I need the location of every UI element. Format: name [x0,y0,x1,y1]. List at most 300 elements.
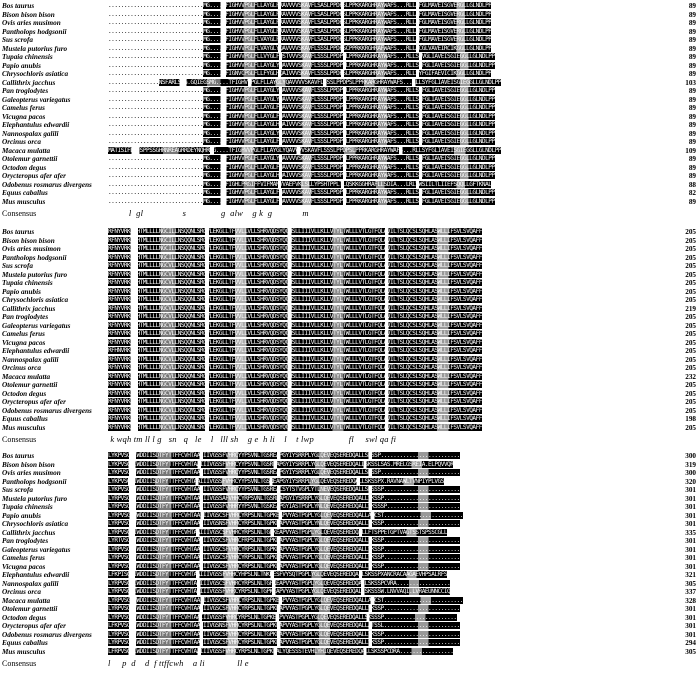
species-name: Ovis aries musimon [2,19,61,27]
residue-count: 232 [685,372,696,381]
species-name: Ovis aries musimon [2,469,61,477]
residue-count: 319 [685,460,696,469]
alignment-row [0,53,700,62]
sequence: ..............................MG....SFIGHLPRGIFFVIFMAMVVAEFVKLSLLYPSHTPPLTLQSKKGGHRAFLLSDIA...LRLVWSIILTLIIEFSQQLLGFTKNAL [108,180,492,188]
species-name: Nannospalax galili [2,129,59,138]
species-name: Galeopterus variegatus [2,545,71,554]
sequence: LYRPVSGYIWDDIISDTFYTTFFCVHTAAIIIVGSCSFVHRCYRPSLNLTGPKEAPVYASTPGPLYGLQEVEQSEREDQALLSKSSP........................ [108,639,460,646]
alignment-row [0,452,700,461]
species-name: Tupaia chinensis [2,53,53,61]
alignment-row [0,563,700,572]
consensus-sequence: l p d d f ttffcwh a li ll e [108,658,249,668]
alignment-row [0,189,700,198]
species-name: Chrysochloris asiatica [2,70,69,78]
residue-count: 301 [685,520,696,528]
species-name: Bison bison bison [2,460,55,469]
alignment-row [0,398,700,407]
residue-count: 89 [688,197,696,206]
residue-count: 205 [685,355,696,364]
sequence: ..............................MG....TFIGHVVPGLFLLAYGLFQAVVVVSKAVFLSSSLPPDPSLPPRKARGHRAYWAFS...RLLSYFGLIAVEISGIEGGLLGLNDLPP [108,104,495,111]
sequence: LYRPVSGYIWDDIISDTFYTTFFCVHTAAIIIVGSCSFVHRCYRPSLNLTGPKEAPVYASTPGPLYGLQEVEQSEREDQALLSKSSP........................ [108,630,460,638]
alignment-block-2 [0,228,700,445]
species-name: Camelus ferus [2,104,45,112]
residue-count: 301 [685,537,696,545]
species-name: Galeopterus variegatus [2,95,71,104]
consensus-sequence: l gl s g alw g k g m [108,208,309,218]
sequence: MATISIFLSFSPPSSGHRNREAGRRDEYNQHRMG....TFIGHVVPGLFLLAYGLYQAVVVVSKAVFLSSSLPPDPSLPPRKARGHRAYWAFS...RLLSYFGLIAVEISGIEGGLLGLNDLPP [108,146,501,154]
alignment-block-3 [0,452,700,669]
sequence: LYRPVSGYIWDDIISDTFYTTFFCVHTAAIIIVGSNSFVHRCYRPSLNLTGPKEAPVYASTPGPLYNLQEVEQSEREDQALLSKSSP........................ [108,520,460,527]
alignment-row [0,271,700,280]
species-name: Papio anubis [2,287,41,296]
residue-count: 205 [685,347,696,355]
species-name: Chrysochloris asiatica [2,296,69,304]
sequence: LYRPVSGYIWDDIISDTFYTTFFCVHTAAIIIVGSCSFVHRCYRPSLNLTGPKEAPVYASTPGPLYGLQEVEQSEREDQALLSKSSP........................ [108,545,460,553]
species-name: Pantholops hodgsonii [2,253,67,262]
species-name: Otolemur garnettii [2,381,58,389]
sequence: RFNYVRKVQHTMLLLLNGCVLLNSQQNLSRCVLEKGLLTFVVLLVLLSHRVQDSYQCHSLLIIIVLLKLLVTYLTWLLLVTLGTFQLAVILTSLQCSLSQHLASWLLIFSVLSVQAFF [108,423,482,431]
alignment-row [0,70,700,79]
residue-count: 205 [685,313,696,321]
sequence: LYRPVSGYIWDDIISDTFYTTFFCVHTAAIIIVGSSFVHRCYRPSLNLTGPKEAPVYASTPGPLYGLQEVEQSEREDQALLSKSSSP....................... [108,613,457,621]
species-name: Camelus ferus [2,330,45,338]
residue-count: 205 [685,236,696,245]
species-name: Elephantulus edwardii [2,347,70,355]
residue-count: 205 [685,381,696,389]
residue-count: 89 [688,10,696,19]
alignment-row [0,288,700,297]
alignment-row [0,96,700,105]
species-name: Papio anubis [2,61,41,70]
residue-count: 109 [685,146,696,155]
residue-count: 320 [685,477,696,486]
sequence: ..............................MG....TFIGHVVPGLFLLAYGLFQAVVVVSKAVFLSSSLPPDPSLPPRKARGHRAYWAFS...RLLSYFGLIAVEISGIEGGLLGLNDLPP [108,197,495,205]
alignment-row [0,622,700,631]
sequence: RFNYVRKVQHTMLLLLNGCILLNSQQNLSRCVLEKGLLTFVVLLVLLSHRVQDSYQCHSLLIIIVLLKLLVTYLTWLLLVTLGTFQLAVILTSLQCSLSQHLASWLLIFSVLSVQAFF [108,236,482,244]
consensus-label: Consensus [2,659,37,668]
species-name: Macaca mulatta [2,596,51,605]
sequence: RFNYVRKVQHTMLLLLNGCVLLNSQQNLSRCVLEKGLLTFVVLLVLLSHRVQDSYQCHSLLIIIVLLKLLVTYLTWLLLVTLGTFQLAVILTSLQCSLSQHLASWLLIFSVLSVQAFF [108,279,482,286]
alignment-row [0,305,700,314]
species-name: Octodon degus [2,613,47,622]
species-name: Macaca mulatta [2,146,51,155]
species-name: Vicugna pacos [2,112,46,121]
sequence: ..............................MG....TFIGHVVPGLFLLAYGLFRAVVVVSKAVFLSASLPPDPSLPPKKARGHRAYWAFS...RLLAFGLMAVEISGVERGLLGLNDLPP [108,27,492,35]
alignment-row [0,614,700,623]
species-name: Bison bison bison [2,10,55,19]
residue-count: 205 [685,287,696,296]
alignment-row [0,19,700,28]
residue-count: 205 [685,270,696,279]
sequence: LYRPVSGYIWDDIISDTFYTTFFCVHTAAIIIVGSCSFVHRCYRPSLNLTGPKEAPVYASTPGPLYGLQEVEQSEREDQALLSKSSP........................ [108,554,460,561]
alignment-row [0,415,700,424]
species-name: Orycteropus afer afer [2,172,66,180]
species-name: Odobenus rosmarus divergens [2,180,92,189]
species-name: Otolemur garnettii [2,605,58,613]
species-name: Pantholops hodgsonii [2,27,67,36]
sequence: RFNYVRKVQHTMLLLLNGCVLLNSQQNLSRCVLEKGLLTFVVLLVLLSHRVQDSYQCHSLLIIIVLLKLLVTYLTWLLLVTLGTFQLAVILTSLQCSLSQHLASWLLIFSVLSVQAFF [108,389,482,397]
residue-count: 300 [685,469,696,477]
residue-count: 89 [688,2,696,10]
sequence: RFNYVRKVQHTMLLLLNGCVLLNSQQNLSRCVLEKGLLTFVVLLVLLSHRVQDSYQCHSLLIIIVLLKLLVTYLTWLLLVTLGTFQLAVILTSLQCSLSQHLASWLLIFSVLSVQAFF [108,313,482,320]
species-name: Orycteropus afer afer [2,398,66,406]
alignment-row [0,347,700,356]
sequence: RFNYVRKVQHTMLLLLNGCILLNSQQNLSRCVLEKGLLTFVVLLVLLSHRVQDSYQCHSLLIIIVLLKLLVTYLTWLLLVTLGTFQLAVILTSLQCSLSQHLASWLLIFSVLSVQAFF [108,228,482,235]
species-name: Otolemur garnettii [2,155,58,163]
alignment-row [0,495,700,504]
alignment-row [0,2,700,11]
alignment-row [0,322,700,331]
residue-count: 89 [688,155,696,163]
consensus-sequence: k wqh tm ll l g sn q le l lll sh g e h li l t lwp fl swl qa fi [108,434,397,444]
alignment-row [0,469,700,478]
residue-count: 301 [685,486,696,494]
species-name: Mus musculus [2,647,46,656]
species-name: Equus caballus [2,189,48,197]
sequence: ..............................MG....TFIGHVVPGLFLVAYGLFRAVVVVSKAVFLSASLPPDPSLPPKKARGHRAYWAFS...RLLAFGLMAVEISGVERGLLGLNDLPP [108,36,492,43]
alignment-row [0,104,700,113]
species-name: Bos taurus [2,228,35,236]
sequence: ................NSFARLSFG.GQIEGSMG....TFIGHVVPGLFLLAYGLYQAVVVVSKAVFLSSSLPPDPSLPPRKARGHRAYWAFS...RLLSYFGLIAVEISGIEGGLLGLNDLPP [108,78,501,86]
sequence: LYRPVSGYIWDDIISDTFYTTFFCVHTAAIIIVGSSAFVHHCYRPSVNLTGSREAPGYIYSRRPLYGLQEVEQSEREDQALLSKSSP........................ [108,494,460,502]
residue-count: 205 [685,279,696,287]
sequence: LYRTVSGYIWDDIISDTFYTTFFCVHTAAIIIVGSCSFVHRCFRPSLNLTGPKEAPVYASTPGPLYGLQEVEQSEREDQALLSKSSP........................ [108,537,460,544]
residue-count: 89 [688,112,696,121]
residue-count: 301 [685,494,696,503]
alignment-row [0,121,700,130]
alignment-row [0,36,700,45]
residue-count: 103 [685,78,696,87]
residue-count: 301 [685,630,696,639]
sequence: ..............................MG....TFIGHVVPGLFLLAYGLYQAVVVVSKAVFLSSSLPPDPSLPPRKARGHRAYWAFS...RLLSYFGLIAVEISGIEGGLLGLNDLPP [108,61,495,69]
residue-count: 205 [685,364,696,372]
species-name: Nannospalax galili [2,355,59,364]
alignment-row [0,424,700,433]
species-name: Chrysochloris asiatica [2,520,69,528]
species-name: Equus caballus [2,639,48,647]
species-name: Bos taurus [2,2,35,10]
sequence: RFNYVRKVQHTMLLLLNGCVLLNSQQNLSRCVLEKGLLTFVVLLVLLSHRVQDSYQCHSLLIIIVLLKLLVTYLTWLLLVTLGTFQLAVILTSLQCSLSQHLASWLLIFSVLSVQAFF [108,415,482,422]
residue-count: 219 [685,304,696,313]
alignment-row [0,580,700,589]
residue-count: 301 [685,622,696,630]
consensus-row [0,434,700,445]
residue-count: 205 [685,398,696,406]
species-name: Pan troglodytes [2,537,49,545]
residue-count: 301 [685,545,696,554]
species-name: Callithrix jacchus [2,528,56,537]
residue-count: 300 [685,452,696,460]
residue-count: 89 [688,163,696,172]
sequence: ..............................MG....TFIGHVVPGLFLLAYGLYQAVVVVSKAVFLSSSLPPDPSLPPRKARGHRAYWAFS...RLLSYFGLIAVEISGIEGGLLGLNDLPP [108,129,495,137]
sequence: ..............................MG....TFIGHVVPGLFLLAYGLYQAVVVVSKAVFLSSSLPPDPSLPPRKARGHRAYWAFS...RLLSYFGLIAVEISGIEGGLLGLNDLPP [108,155,495,162]
residue-count: 205 [685,330,696,338]
alignment-row [0,11,700,20]
alignment-row [0,339,700,348]
consensus-row [0,208,700,219]
residue-count: 205 [685,228,696,236]
sequence: RFNYVRKVQHTMLLLLNGCVLLNSQQNLSRCVLEKGLLTFVVLLVLLSHRVQDSYQCHSLLIIIVLLKLLVTYLTWLLLVTLGTFQLAVILTSLQCSLSQHLASWLLIFSVLSVQAFF [108,364,482,371]
residue-count: 301 [685,605,696,613]
species-name: Ovis aries musimon [2,245,61,253]
sequence: LYRPVSGYIWDDIISDTFYTTFFCVHTAAIIIVGSCSFVHRCYRPSLNLTGPKEAPVYASTPGPLYGLQEVEQSEREDQALLASCST......................... [108,511,463,519]
alignment-row [0,28,700,37]
species-name: Mustela putorius furo [2,44,68,53]
alignment-row [0,237,700,246]
residue-count: 89 [688,104,696,112]
sequence: LYRPVSGYIWDDIISDTFYTTFFCVHTAAIIIVGSCSFVHRCYRPSLNLTGPKEAPVYASTPGPLYGLQEVEQSEREDQALLFTSPPETGPTVAGTSSTSPSSCGLL [108,528,448,536]
species-name: Nannospalax galili [2,579,59,588]
species-name: Papio anubis [2,511,41,520]
species-name: Vicugna pacos [2,338,46,347]
residue-count: 305 [685,647,696,656]
species-name: Octodon degus [2,389,47,398]
sequence: ..............................MG....TFIGHVVPGLFLLAYGLFRAVVVVSKAVFLSASLPPDPSLPPKKARGHRAYWAFS...RLLAFGLMAVEISGVERGLLGLNDLPP [108,2,492,9]
sequence: RFNYVRKVQHTMLLLLNGCVLLNSQQNLSRCVLEKGLLTFVVLLVLLSHRVQDSYQCHSLLIIIVLLKLLVTYLTWLLLVTLGTFQLAVILTSLQCSLSQHLASWLLIFSVLSVQAFF [108,304,482,312]
sequence: RFNYVRKVQHTMLLLLNGCVLLNSQQNLSRCVLEKGLLTFVVLLVLLSHRVQDSYQCHSLLIIIVLLKLLVTYLTWLLLVTLGTFQLAVILTSLQCSLSQHLASWLLIFSVLSVQAFF [108,355,482,363]
sequence: LYRPVSGYIWDDIISDTFYTTFFCVHTAAIIIVGSSFVHHRYYPSVNLTGSKEAPGYIASTPGPLYNLQEVEQSEREDQALLSKSSSP....................... [108,503,460,510]
species-name: Mustela putorius furo [2,494,68,503]
sequence: ..............................MG....TFIGHVVPGLFLLAYGLYQAVVVVSKAVFLSSSLPPDPSLPPRKARGHRAYWAFS...RLLSYFGLIAVEISGIEGGLLGLNDLPP [108,95,495,103]
sequence: RFNYVRKVQHTMLLLLNGCILLNSQQNLSRCVLEKGLLTFVVLLVLLSHRVQDSYQCHSLLIIIVLLKLLVTYLTWLLLVTLGTFQLAVILTSLQCSLSQHLASWLLIFSVLSVQAFF [108,245,482,252]
residue-count: 89 [688,70,696,78]
sequence: LYRPVSGYIWDDIISDTFYTTFFCVHTAAIIIVGSCSFVHRCYRPSLNLTGPKEAPVYASTPGPLYGLQEVEQSEREDQALLSKSSPCVRA................. [108,579,451,587]
residue-count: 89 [688,95,696,104]
residue-count: 205 [685,262,696,270]
alignment-row [0,546,700,555]
sequence: LYRPVSGYIWDDIISDTFYTTFFCVHTAAIIIVGSCSFVHRCYRPSLNLTGPKEAPVYASTPGPLYGLQEVEQSEREDQALLASCST......................... [108,596,463,604]
sequence: RFNYVRKVQHTMLLLLNGCVLLNSQQNLSRCVLEKGLLTFVVLLVLLSHRVQDSYQCHSLLIIIVLLKLLVTYLTWLLLVTLGTFQLAVILTSLQCSLSQHLASWLLIFSVLSVQAFF [108,372,482,380]
alignment-row [0,296,700,305]
species-name: Orycteropus afer afer [2,622,66,630]
sequence: ..............................MG....NFIGNVCPGLFLLFYGLHQAIVVVSKAVFLSSSLPPDPSLPPRKARGHRAYWAFS...RLLSYFGIFAEVICIKGGLLGLNDLPP [108,70,492,77]
alignment-row [0,356,700,365]
species-name: Equus caballus [2,415,48,423]
alignment-row [0,407,700,416]
sequence: RFHNVRKVQHTMLLLLNGCVLLNSQQNLSRCVLEKGLLTFVVLLVLLSHRVQDSYQCHSLLIIIVLLKLLVTYLTWLLLVTLGTFQLAVILTSLQCSLSQHLASWLLIFSVLSVQAFF [108,347,482,354]
residue-count: 89 [688,44,696,53]
sequence: RFNYVRKVQHTMLLLLNGCVLLNSQQNLSRCVLEKGLLTFVVLLVLLSHRVQDSYQCHSLLIIIVLLKLLVTYLTWLLLVTLGTFQLAVILTSLQCSLSQHLASWLLIFSVLSVQAFF [108,381,482,388]
alignment-row [0,605,700,614]
sequence: ..............................MG....NFIGHVVPGLFLLAYGLHQAIVVVSKAVFLSSSLPPDPSLPPRKARGHRAYWAFS...RLLSYFGLIAVEISGIEGGLLGLNDLPP [108,172,495,179]
sequence: ..............................MG....TFIGHVVPGLFLLAYGLYQAVVVVSKAVFLSSSLPPDPSLPPRKARGHRAYWAFS...RLLSYFGLIAVEISGIEGGLLGLNDLPP [108,87,495,94]
alignment-row [0,597,700,606]
sequence: LYKPVSGYIWDDIISDTFYTTFFCVHTAAIIIVGSSFVHRCYYPSVNLTGSREAPGYIYSRRPLYGLQEVEQSEREDQALLSKSSP......................... [108,452,460,459]
residue-count: 205 [685,321,696,330]
alignment-row [0,478,700,487]
residue-count: 205 [685,296,696,304]
sequence: RFNYVRKVQHTMLLLLNGCVLLNSQQNLSRCVLEKGLLTFVVLLVLLSHRVQDSYQCHSLLIIIVLLKLLVTYLTWLLLVTLGTFQLAVILTSLQCSLSQHLASWLLIFSVLSVQAFF [108,398,482,405]
alignment-row [0,164,700,173]
sequence: RFNYVRKVQHTMLLLLNGCVLLNSQQNLSRCVLEKGLLTFVVLLVLLSHRVQDSYQCHSLLIIIVLLKLLVTYLTWLLLVTLGTFQLAVILTSLQCSLSQHLASWLLIFSVLSVQAFF [108,296,482,303]
consensus-label: Consensus [2,209,37,218]
residue-count: 321 [685,571,696,579]
sequence: LYKPVSGYIWDDIISDTFYTTFFCVHTAAIIIVGSSFVHRCYYPSVNLTGSREAPGYIYSRRPLYGLQEVEQSEREDQALLSKSSPX.RAVNAWLTVNPIYPLVGS [108,477,444,485]
species-name: Mus musculus [2,197,46,206]
alignment-row [0,461,700,470]
alignment-row [0,390,700,399]
sequence: LYRPVSGYIWDDIISDTFYTTFFCVHTAAIIIVGSCSFVHRCYRPSLNLTGPKEAPVYASTPGPLYGLQEVEQSEREDQALLSKSSP........................ [108,605,460,612]
alignment-row [0,245,700,254]
alignment-row [0,87,700,96]
alignment-row [0,279,700,288]
species-name: Pan troglodytes [2,313,49,321]
residue-count: 205 [685,245,696,253]
alignment-row [0,254,700,263]
consensus-row [0,658,700,669]
species-name: Orcinus orca [2,138,41,146]
residue-count: 337 [685,588,696,596]
species-name: Mustela putorius furo [2,270,68,279]
sequence: LYRPVSGYIWDDIISDTFYTTFFCVHTAAIIIVGSSFVHRCYRPSLNLTGPKEAPVYASTPGPLYGLQEVEQSEREDQALLSKSSSW.LNVVAQI.LVRAEUNNCCIQ [108,588,451,595]
alignment-row [0,639,700,648]
residue-count: 88 [688,180,696,189]
alignment-row [0,172,700,181]
residue-count: 205 [685,423,696,432]
alignment-block-1 [0,2,700,219]
sequence: RFNYVRKVQHTMLLLLNGCVLLNSQQNLSRCVLEKGLLTFVVLLVLLSHRVQDSYQCHSLLIIIVLLKLLVTYLTWLLLVTLGTFQLAVILTSLQCSLSQHLASWLLIFSVLSVQAFF [108,262,482,269]
alignment-row [0,155,700,164]
residue-count: 335 [685,528,696,537]
residue-count: 301 [685,511,696,520]
residue-count: 89 [688,53,696,61]
residue-count: 294 [685,639,696,647]
alignment-row [0,571,700,580]
species-name: Galeopterus variegatus [2,321,71,330]
alignment-row [0,554,700,563]
alignment-row [0,62,700,71]
sequence: RFNYVRKVQHTMLLLLNGCVLLNSQQNLSRCVLEKGLLTFVVLLVLLSHRVQDSYQCHSLLIIIVLLKLLVTYLTWLLLVTLGTFQLAVILTSLQCSLSQHLASWLLIFSVLSVQAFF [108,270,482,278]
residue-count: 301 [685,562,696,571]
alignment-row [0,181,700,190]
sequence: RFNYVRKVQHTMLLLLNGCILLNSQQNLSRCVLEKGLLTFVVLLVLLSHRVQDSYQCHSLLIIIVLLKLLVTYLTWLLLVTLGTFQLAVILTSLQCSLSQHLASWLLIFSVLSVQAFF [108,253,482,261]
residue-count: 89 [688,138,696,146]
alignment-row [0,138,700,147]
sequence: RFNYVRKVQHTMLLLLNGCVLLNSQQNLSRCVLEKGLLTFVVLLVLLSHRVQDSYQCHSLLIIIVLLKLLVTYLTWLLLVTLGTFQLAVILTSLQCSLSQHLASWLLIFSVLSVQAFF [108,287,482,295]
species-name: Bison bison bison [2,236,55,245]
sequence: ..............................MG....TFIGHVVPGLFLLAYGLFRAVVVVSKAVFLSASLPPDPSLPPKKARGHRAYWAFS...RLLAFGLMAVEISGVERGLLGLNDLPP [108,19,492,26]
species-name: Orcinus orca [2,588,41,596]
species-name: Sus scrofa [2,486,33,494]
species-name: Pan troglodytes [2,87,49,95]
sequence: ..............................MG....TFIGHVVPGLFLVAYGLYQAVVVVSKAVFLSSSLPPDPSCPPRKKRGHRAFWAFS...RLLACGLVAVEIRCIKGGLLGLNDLPP [108,44,492,52]
species-name: Macaca mulatta [2,372,51,381]
sequence: LYRPVSGYIWDDIISDTFYTTFFCVHTAAIIIVGSCSFVHRCYRPSLNLTGPKEAPVYASTPGPLYGLQEVEQSEREDQALLSKSSP........................ [108,562,460,570]
residue-count: 89 [688,87,696,95]
residue-count: 328 [685,596,696,605]
alignment-row [0,130,700,139]
residue-count: 89 [688,121,696,129]
sequence: LFRPVSGYIWDDIISDTFYTTFFCVHTAAIIIVGSSFVHRCYRPSLNLTGPKEALYQESSSTEVHLYHIQEVEQSEREDQALLSKSSPCDRA................. [108,647,454,655]
sequence: ..............................MG....TFIGHVVPGLFLLAYGLFRAVVVVSKAVFLSASLPPDPSLPPKKARGHRAYWAFS...RLLAFGLMAVEISGVERGLLGLNDLPP [108,10,492,18]
alignment-row [0,147,700,156]
species-name: Elephantulus edwardii [2,571,70,579]
species-name: Tupaia chinensis [2,503,53,511]
species-name: Odobenus rosmarus divergens [2,630,92,639]
residue-count: 301 [685,503,696,511]
species-name: Camelus ferus [2,554,45,562]
residue-count: 82 [688,189,696,197]
sequence: ..............................MG....TFIGHVVPGLFLLAYGLFQAVVVVSKAVFLSSSLPPDPSLPPRKARGHRAYWAFS...RLLSYFGLIAVEISGIEGGLLGLNDLPP [108,163,495,171]
residue-count: 305 [685,579,696,588]
alignment-row [0,512,700,521]
alignment-row [0,330,700,339]
species-name: Bos taurus [2,452,35,460]
species-name: Callithrix jacchus [2,304,56,313]
alignment-row [0,262,700,271]
species-name: Sus scrofa [2,36,33,44]
sequence: LYKPVSGYIWDDIISDTFYTTFFCVHTAAIIIVGSSFVHRCYYPSVNLTGSREAPGYIYSRRPLYGLQEVEQSEREDQALLSKSSP......................... [108,469,460,476]
sequence: RFNYVRKVQHTMLLLLNGCVLLNSQQNLSRCVLEKGLLTFVVLLVLLSHRVQDSYQCHSLLIIIVLLKLLVTYLTWLLLVTLGTFQLAVILTSLQCSLSQHLASWLLIFSVLSVQAFF [108,338,482,346]
sequence: LYKPVSGYIWDDIISDTFYTTFFCVHTAAIIIVGSSFVHRCYYPSVNLTGSREAPGYIYSRRPLYGLQEVEQSEREDQALLSKSSLSAS.MRELGSREIA.ELPQVVQR [108,460,454,468]
species-name: Orcinus orca [2,364,41,372]
alignment-row [0,313,700,322]
sequence: LFKPVSGYIWDDIISDTFYTTFFCVHTAAIIIVGSNSFVHRCYRPSLNLTGPKEAPVYASTPGPLYGLQEVEQSEREDQALLATSSL........................ [108,622,460,629]
residue-count: 89 [688,36,696,44]
residue-count: 205 [685,338,696,347]
species-name: Octodon degus [2,163,47,172]
sequence: RFNYVRKVQHTMLLLLNGCVLLNSQQNLSRCVLEKGLLTFVVLLVLLSHRVQDSYQCHSLLIIIVLLKLLVTYLTWLLLVTLGTFQLAVILTSLQCSLSQHLASWLLIFSVLSVQAFF [108,406,482,414]
alignment-row [0,364,700,373]
alignment-row [0,113,700,122]
alignment-row [0,588,700,597]
sequence: RFNYVRKVQHTMLLLLNGCVLLNSQQNLSRCVLEKGLLTFVVLLVLLSHRVQDSYQCHSLLIIIVLLKLLVTYLTWLLLVTLGTFQLAVILTSLQCSLSQHLASWLLIFSVLSVQAFF [108,321,482,329]
residue-count: 89 [688,27,696,36]
alignment-row [0,45,700,54]
alignment-row [0,520,700,529]
consensus-label: Consensus [2,435,37,444]
alignment-row [0,198,700,207]
residue-count: 205 [685,253,696,262]
sequence: RFNYVRKVQHTMLLLLNGCVLLNSQQNLSRCVLEKGLLTFVVLLVLLSHRVQDSYQCHSLLIIIVLLKLLVTYLTWLLLVTLGTFQLAVILTSLQCSLSQHLASWLLIFSVLSVQAFF [108,330,482,337]
alignment-row [0,79,700,88]
sequence: LFKPISGYIWDDIISDTFYTTFFCVHTAAIIIVGSSFVHHCYHPSLNLTNKKESFVYSQTPGPLYGLQEVEQSEREDQALLSKSSPXANCRACAAGAEVHPSALRFS [108,571,448,578]
residue-count: 301 [685,613,696,622]
alignment-row [0,381,700,390]
residue-count: 89 [688,172,696,180]
species-name: Vicugna pacos [2,562,46,571]
species-name: Odobenus rosmarus divergens [2,406,92,415]
alignment-row [0,373,700,382]
species-name: Callithrix jacchus [2,78,56,87]
species-name: Tupaia chinensis [2,279,53,287]
residue-count: 205 [685,389,696,398]
residue-count: 89 [688,129,696,138]
residue-count: 205 [685,406,696,415]
species-name: Pantholops hodgsonii [2,477,67,486]
residue-count: 89 [688,61,696,70]
alignment-row [0,486,700,495]
species-name: Sus scrofa [2,262,33,270]
sequence: ..............................MG....TFIGHVVPGLFLLAYGLFQAVVVVSKAVFLSSSLPPDPSLPPRKARGHRAYWAFS...RLLSYFGLIAVEISGIEGGLLGLNDLPP [108,112,495,120]
sequence: ..............................MG....TFIGHVVPGLFLLAYGLFQAVVVVSKAVFLSSSLPPDPSLPPRKARGHRAYWAFS...RLLSYFGLIAVEISGIEGGLLGLNDLPP [108,189,495,196]
species-name: Mus musculus [2,423,46,432]
residue-count: 89 [688,19,696,27]
residue-count: 301 [685,554,696,562]
alignment-row [0,648,700,657]
species-name: Elephantulus edwardii [2,121,70,129]
sequence: ..............................MG....TFIGHVVPGLFLLVYGLFQSTVVVSKAVFLSSSLPPDPSLPPRKARGHRAYWAFS...RLLSYVGLIAVEISGIEGGLLGLNDLPP [108,53,495,60]
residue-count: 198 [685,415,696,423]
alignment-row [0,529,700,538]
sequence: ..............................MG....TFIGHVVPGLFLLAYGLFQAVVVVSKAVFLSSSLPPDPSLPPRKARGHRAYWAFS...RLLSYFGLIAVEISGIEGGLLGLNDLPP [108,138,495,145]
alignment-row [0,537,700,546]
alignment-row [0,631,700,640]
sequence: LYKPVSGYIWDDIISDTFYTTFFCVHTAAIIIVGSSFVHRCYYPSVNLTGSREACSYTSTVGPLYTLNEVEQSEREDQALLSKSSSP........................ [108,486,460,493]
sequence: ..............................MG....NFIGHVVPGLFLLAYGLHQAIVVVSKAVFLSSSLPPDPSLPPRKARGHRAYWAFS...RLLSYFGLIAVEISGIEGGLLGLNDLPP [108,121,495,128]
alignment-row [0,228,700,237]
alignment-row [0,503,700,512]
